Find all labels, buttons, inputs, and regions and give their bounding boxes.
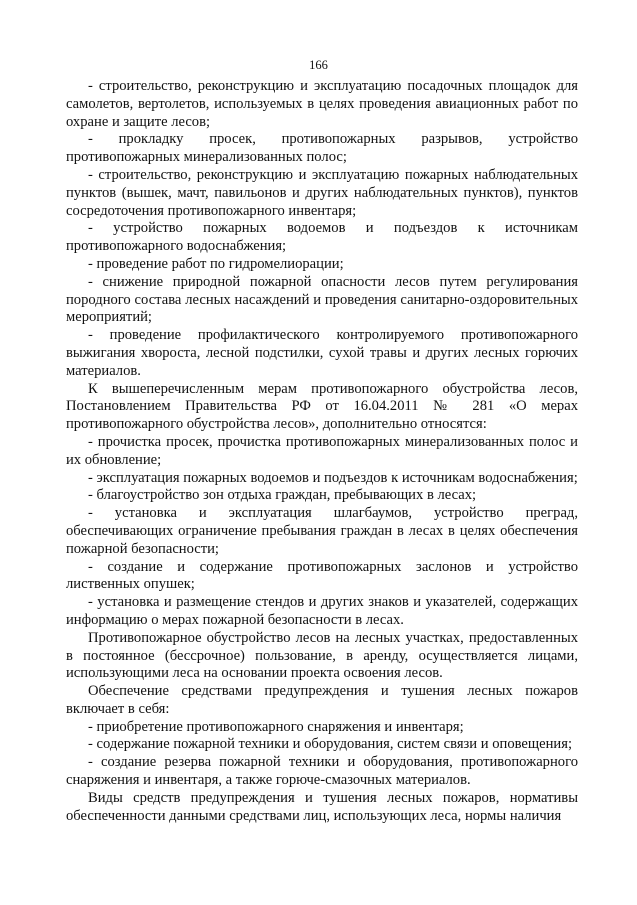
paragraph: - строительство, реконструкцию и эксплуатацию посадочных площадок для самолетов, вертолетов, используемых в целях проведения авиационных работ по охране и защите лесов;	[66, 78, 578, 130]
paragraph: - приобретение противопожарного снаряжения и инвентаря;	[88, 718, 464, 735]
paragraph: - строительство, реконструкцию и эксплуатацию пожарных наблюдательных пунктов (вышек, мачт, павильонов и других наблюдательных пунктов), пунктов сосредоточения противопожарного инвентаря;	[66, 166, 578, 219]
body-text	[66, 78, 578, 825]
paragraph: - содержание пожарной техники и оборудования, систем связи и оповещения;	[88, 736, 573, 753]
paragraph: К вышеперечисленным мерам противопожарного обустройства лесов, Постановлением Правительства РФ от 16.04.2011 № 281 «О мерах противопожарного обустройства лесов», дополнительно относятся:	[66, 380, 578, 433]
paragraph: - установка и эксплуатация шлагбаумов, устройство преград, обеспечивающих ограничение пребывания граждан в лесах в целях обеспечения пожарной безопасности;	[66, 505, 578, 557]
paragraph: Обеспечение средствами предупреждения и тушения лесных пожаров включает в себя:	[66, 683, 578, 717]
paragraph: - проведение работ по гидромелиорации;	[88, 255, 344, 272]
paragraph: - прочистка просек, прочистка противопожарных минерализованных полос и их обновление;	[66, 433, 578, 468]
paragraph: - создание резерва пожарной техники и оборудования, противопожарного снаряжения и инвентаря, а также горюче-смазочных материалов.	[66, 754, 578, 789]
paragraph: - благоустройство зон отдыха граждан, пребывающих в лесах;	[88, 487, 477, 504]
page-number: 166	[309, 58, 328, 72]
paragraph: - снижение природной пожарной опасности лесов путем регулирования породного состава лесных насаждений и проведения санитарно-оздоровительных мероприятий;	[66, 273, 578, 326]
paragraph: - установка и размещение стендов и других знаков и указателей, содержащих информацию о мерах пожарной безопасности в лесах.	[66, 594, 578, 628]
paragraph: - эксплуатация пожарных водоемов и подъездов к источникам водоснабжения;	[88, 469, 578, 486]
paragraph: - создание и содержание противопожарных заслонов и устройство лиственных опушек;	[66, 558, 578, 593]
paragraph: Противопожарное обустройство лесов на лесных участках, предоставленных в постоянное (бессрочное) пользование, в аренду, осуществляется лицами, использующими леса на основании проекта освоения лесов.	[66, 629, 578, 682]
paragraph: Виды средств предупреждения и тушения лесных пожаров, нормативы обеспеченности данными средствами лиц, использующих леса, нормы наличия	[66, 789, 578, 824]
paragraph: - проведение профилактического контролируемого противопожарного выжигания хвороста, лесной подстилки, сухой травы и других лесных горючих материалов.	[66, 327, 578, 379]
paragraph: - устройство пожарных водоемов и подъездов к источникам противопожарного водоснабжения;	[66, 220, 578, 255]
paragraph: - прокладку просек, противопожарных разрывов, устройство противопожарных минерализованных полос;	[66, 131, 578, 166]
